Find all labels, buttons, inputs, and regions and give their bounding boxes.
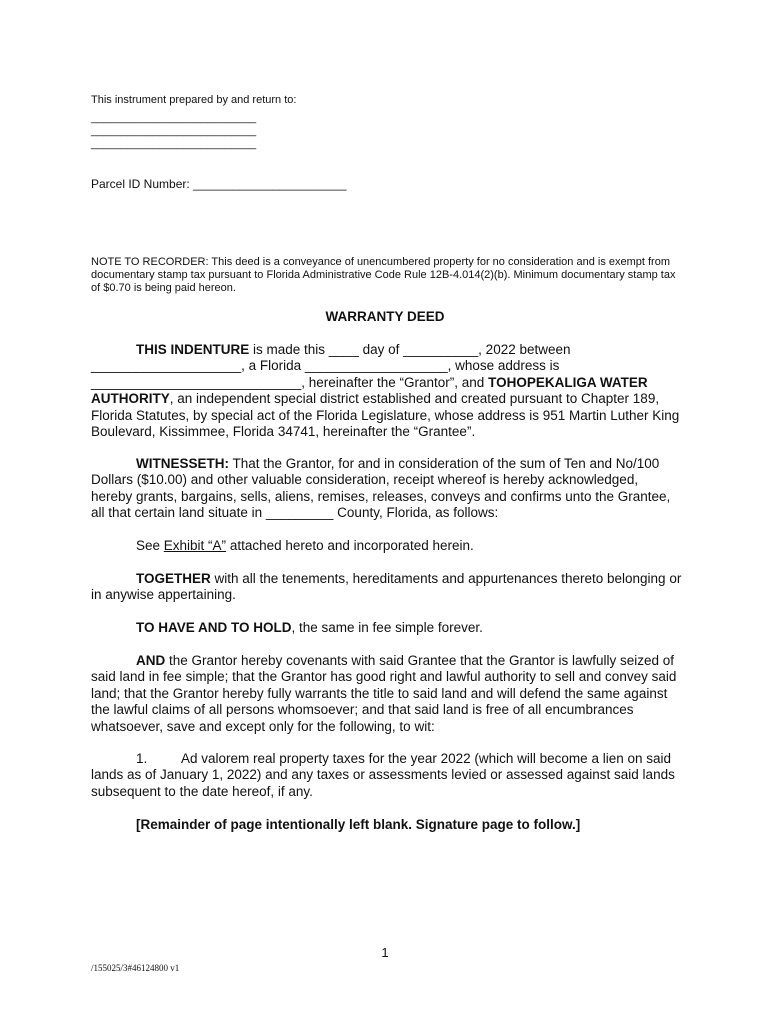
witnesseth-text: That the Grantor, for and in consideration of the sum of Ten and No/100 Dollars ($10.00) and other valuable consideration, receipt whereof is hereby acknowledged, hereby grants, bargains, sells, aliens, remises, releases, conveys and confirms unto the Grantee, all that certain land situate in _________ County, Florida, as follows: — [91, 456, 671, 521]
parcel-id-number: Parcel ID Number: _______________________ — [91, 177, 347, 191]
exhibit-paragraph — [91, 538, 683, 554]
exception-text: Ad valorem real property taxes for the year 2022 (which will become a lien on said lands as of January 1, 2022) and any taxes or assessments levied or assessed against said lands subsequent to the date hereof, if any. — [91, 751, 675, 799]
together-lead: TOGETHER — [136, 571, 211, 586]
exhibit-post: attached hereto and incorporated herein. — [226, 538, 474, 553]
indenture-lead: THIS INDENTURE — [136, 342, 250, 357]
together-paragraph — [91, 571, 683, 604]
covenant-lead: AND — [136, 653, 166, 668]
grantee-name: TOHOPEKALIGA WATER AUTHORITY — [91, 374, 648, 407]
remainder-text: [Remainder of page intentionally left blank. Signature page to follow.] — [136, 817, 581, 832]
remainder-notice — [91, 817, 683, 833]
exhibit-pre: See — [136, 538, 164, 553]
page-number: 1 — [381, 945, 389, 960]
to-have-paragraph — [91, 620, 683, 636]
witnesseth-paragraph — [91, 456, 683, 522]
return-address-line-3: ___________________________ — [91, 138, 257, 150]
return-address-line-1: ___________________________ — [91, 112, 257, 124]
indenture-text-1: is made this ____ day of __________, 2022 between ____________________, a Florida ___________________, whose address is ____________________________, hereinafter the “Grantor”, and — [91, 342, 571, 390]
exhibit-a-reference: Exhibit “A” — [163, 538, 227, 553]
together-text: with all the tenements, hereditaments and appurtenances thereto belonging or in anywise appertaining. — [91, 571, 682, 603]
document-title: WARRANTY DEED — [325, 309, 445, 324]
note-to-recorder: NOTE TO RECORDER: This deed is a conveyance of unencumbered property for no consideration and is exempt from documentary stamp tax pursuant to Florida Administrative Code Rule 12B-4.014(2)(b). Minimum documentary stamp tax of $0.70 is being paid hereon. — [91, 256, 676, 294]
exception-item — [91, 751, 683, 800]
indenture-paragraph — [91, 342, 683, 440]
document-id: /155025/3#46124800 v1 — [91, 963, 180, 973]
to-have-lead: TO HAVE AND TO HOLD — [136, 620, 292, 635]
covenant-text: the Grantor hereby covenants with said Grantee that the Grantor is lawfully seized of said land in fee simple; that the Grantor has good right and lawful authority to sell and convey said land; that the Grantor hereby fully warrants the title to said land and will defend the same against the lawful claims of all persons whomsoever; and that said land is free of all encumbrances whatsoever, save and except only for the following, to wit: — [91, 653, 677, 734]
to-have-text: , the same in fee simple forever. — [291, 620, 483, 635]
return-address-line-2: ___________________________ — [91, 125, 257, 137]
prepared-by-label: This instrument prepared by and return to: — [91, 94, 297, 106]
covenant-paragraph — [91, 653, 683, 735]
indenture-text-2: , an independent special district established and created pursuant to Chapter 189, Florida Statutes, by special act of the Florida Legislature, whose address is 951 Martin Luther King Boulevard, Kissimmee, Florida 34741, hereinafter the “Grantee”. — [91, 391, 680, 440]
exception-number: 1. — [136, 751, 148, 766]
witnesseth-lead: WITNESSETH: — [136, 456, 229, 471]
